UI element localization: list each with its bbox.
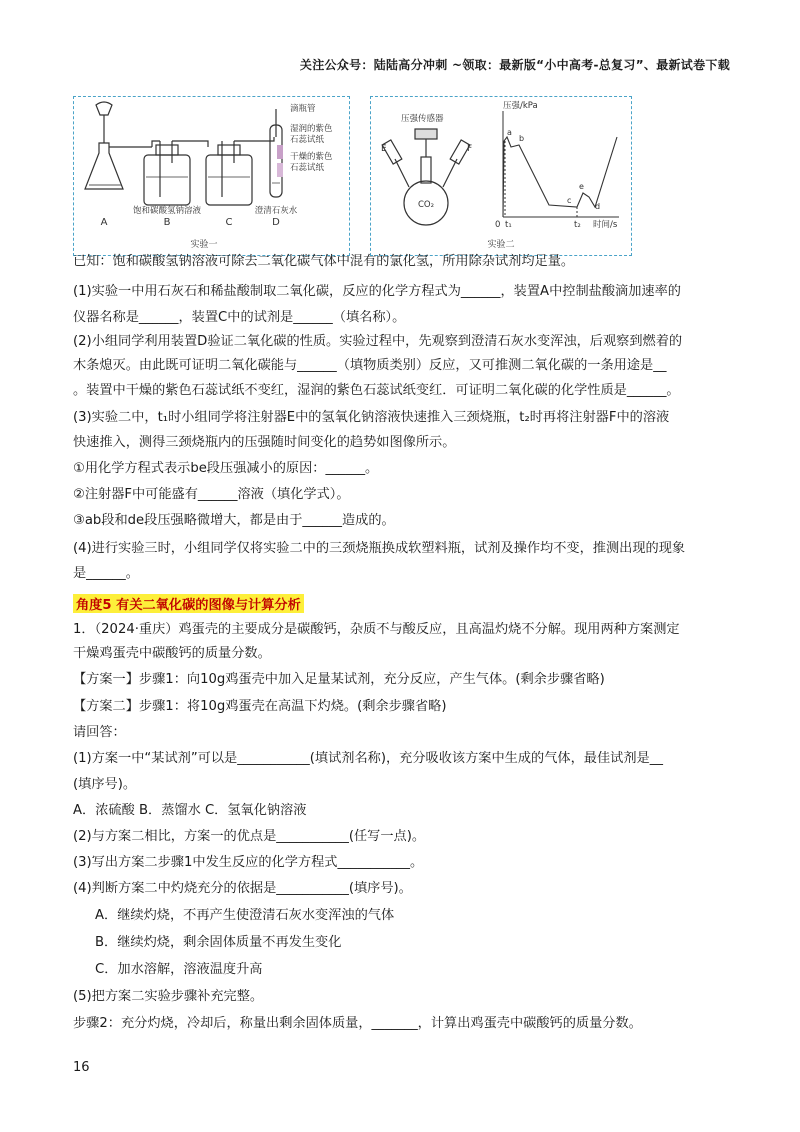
graph-origin: 0 <box>495 220 501 230</box>
text-line: A．浓硫酸 B．蒸馏水 C．氢氧化钠溶液 <box>73 803 307 818</box>
figures <box>73 96 633 256</box>
label-e: E <box>381 144 387 154</box>
text-line: 木条熄灭。由此既可证明二氧化碳能与______（填物质类别）反应，又可推测二氧化碳的一条用途是__ <box>73 358 667 373</box>
section-heading: 角度5 有关二氧化碳的图像与计算分析 <box>73 594 304 613</box>
bottle-c <box>206 137 274 205</box>
text-line: (4)进行实验三时，小组同学仅将实验二中的三颈烧瓶换成软塑料瓶，试剂及操作均不变，推测出现的现象 <box>73 541 686 556</box>
label-sensor: 压强传感器 <box>401 114 444 124</box>
text-line: (3)实验二中，t₁时小组同学将注射器E中的氢氧化钠溶液快速推入三颈烧瓶，t₂时再将注射器F中的溶液 <box>73 410 670 425</box>
option-line: C．加水溶解，溶液温度升高 <box>95 962 263 977</box>
text-line: (1)方案一中“某试剂”可以是___________(填试剂名称)，充分吸收该方案中生成的气体，最佳试剂是__ <box>73 751 663 766</box>
label-d: D <box>272 217 280 228</box>
text-line: (填序号)。 <box>73 777 137 792</box>
label-f: F <box>467 144 473 154</box>
graph-xlabel: 时间/s <box>593 220 618 230</box>
text-line: 仪器名称是______，装置C中的试剂是______（填名称）。 <box>73 310 406 325</box>
pressure-diagram <box>371 97 633 257</box>
text-line: (3)写出方案二步骤1中发生反应的化学方程式___________。 <box>73 855 424 870</box>
label-wet: 湿润的紫色 <box>290 124 333 134</box>
label-a: A <box>100 217 108 228</box>
text-line: 快速推入，测得三颈烧瓶内的压强随时间变化的趋势如图像所示。 <box>73 435 456 450</box>
pressure-graph <box>503 111 619 217</box>
option-line: B．继续灼烧，剩余固体质量不再发生变化 <box>95 935 342 950</box>
label-bottle-b: 饱和碳酸氢钠溶液 <box>132 206 202 216</box>
apparatus-diagram <box>74 97 351 257</box>
text-line: 步骤2：充分灼烧，冷却后，称量出剩余固体质量，_______，计算出鸡蛋壳中碳酸钙的质量分数。 <box>73 1016 642 1031</box>
text-line: 1．（2024·重庆）鸡蛋壳的主要成分是碳酸钙，杂质不与酸反应，且高温灼烧不分解。现用两种方案测定 <box>73 622 680 637</box>
point-d: d <box>595 202 601 211</box>
text-line: (4)判断方案二中灼烧充分的依据是___________(填序号)。 <box>73 881 412 896</box>
tube-d <box>270 109 283 197</box>
caption-experiment-one: 实验一 <box>190 240 218 250</box>
point-a: a <box>507 128 512 137</box>
text-line: 请回答： <box>73 725 126 740</box>
text-line: 【方案一】步骤1：向10g鸡蛋壳中加入足量某试剂，充分反应，产生气体。(剩余步骤省略) <box>73 672 605 687</box>
text-line: 【方案二】步骤1：将10g鸡蛋壳在高温下灼烧。(剩余步骤省略) <box>73 699 447 714</box>
figure-experiment-one <box>73 96 350 256</box>
label-wet2: 石蕊试纸 <box>290 135 325 145</box>
graph-t1: t₁ <box>505 220 512 230</box>
text-line: ①用化学方程式表示be段压强减小的原因：______。 <box>73 461 379 476</box>
page-header: 关注公众号：陆陆高分冲刺 ~领取：最新版“小中高考-总复习”、最新试卷下载 <box>299 58 730 72</box>
flask-a <box>85 102 152 189</box>
label-dry: 干燥的紫色 <box>290 152 333 162</box>
caption-experiment-two: 实验二 <box>487 240 515 250</box>
label-c: C <box>225 217 233 228</box>
graph-t2: t₂ <box>574 220 581 230</box>
label-dropper: 滴瓶管 <box>290 104 316 114</box>
section-heading-wrap <box>73 594 733 613</box>
text-line: 已知：饱和碳酸氢钠溶液可除去二氧化碳气体中混有的氯化氢，所用除杂试剂均足量。 <box>73 254 575 269</box>
label-dry2: 石蕊试纸 <box>290 163 325 173</box>
point-e: e <box>579 182 584 191</box>
bottle-b <box>144 141 208 205</box>
text-line: (2)小组同学利用装置D验证二氧化碳的性质。实验过程中，先观察到澄清石灰水变浑浊，后观察到燃着的 <box>73 334 683 349</box>
three-neck-flask <box>382 129 473 225</box>
text-line: (2)与方案二相比，方案一的优点是___________(任写一点)。 <box>73 829 426 844</box>
text-line: (5)把方案二实验步骤补充完整。 <box>73 989 264 1004</box>
graph-ylabel: 压强/kPa <box>503 101 538 111</box>
text-line: ②注射器F中可能盛有______溶液（填化学式）。 <box>73 487 350 502</box>
text-line: 是______。 <box>73 566 139 581</box>
label-tube-d: 澄清石灰水 <box>254 206 298 216</box>
text-line: 干燥鸡蛋壳中碳酸钙的质量分数。 <box>73 646 271 661</box>
text-line: 。装置中干燥的紫色石蕊试纸不变红，湿润的紫色石蕊试纸变红．可证明二氧化碳的化学性质是______。 <box>73 383 680 398</box>
text-line: ③ab段和de段压强略微增大，都是由于______造成的。 <box>73 513 395 528</box>
point-b: b <box>519 134 525 143</box>
label-b: B <box>163 217 171 228</box>
figure-experiment-two <box>370 96 632 256</box>
option-line: A．继续灼烧，不再产生使澄清石灰水变浑浊的气体 <box>95 908 395 923</box>
point-c: c <box>567 196 572 205</box>
text-line: (1)实验一中用石灰石和稀盐酸制取二氧化碳，反应的化学方程式为______，装置A中控制盐酸滴加速率的 <box>73 284 681 299</box>
label-co2: CO₂ <box>418 200 435 210</box>
page-number: 16 <box>73 1060 90 1075</box>
